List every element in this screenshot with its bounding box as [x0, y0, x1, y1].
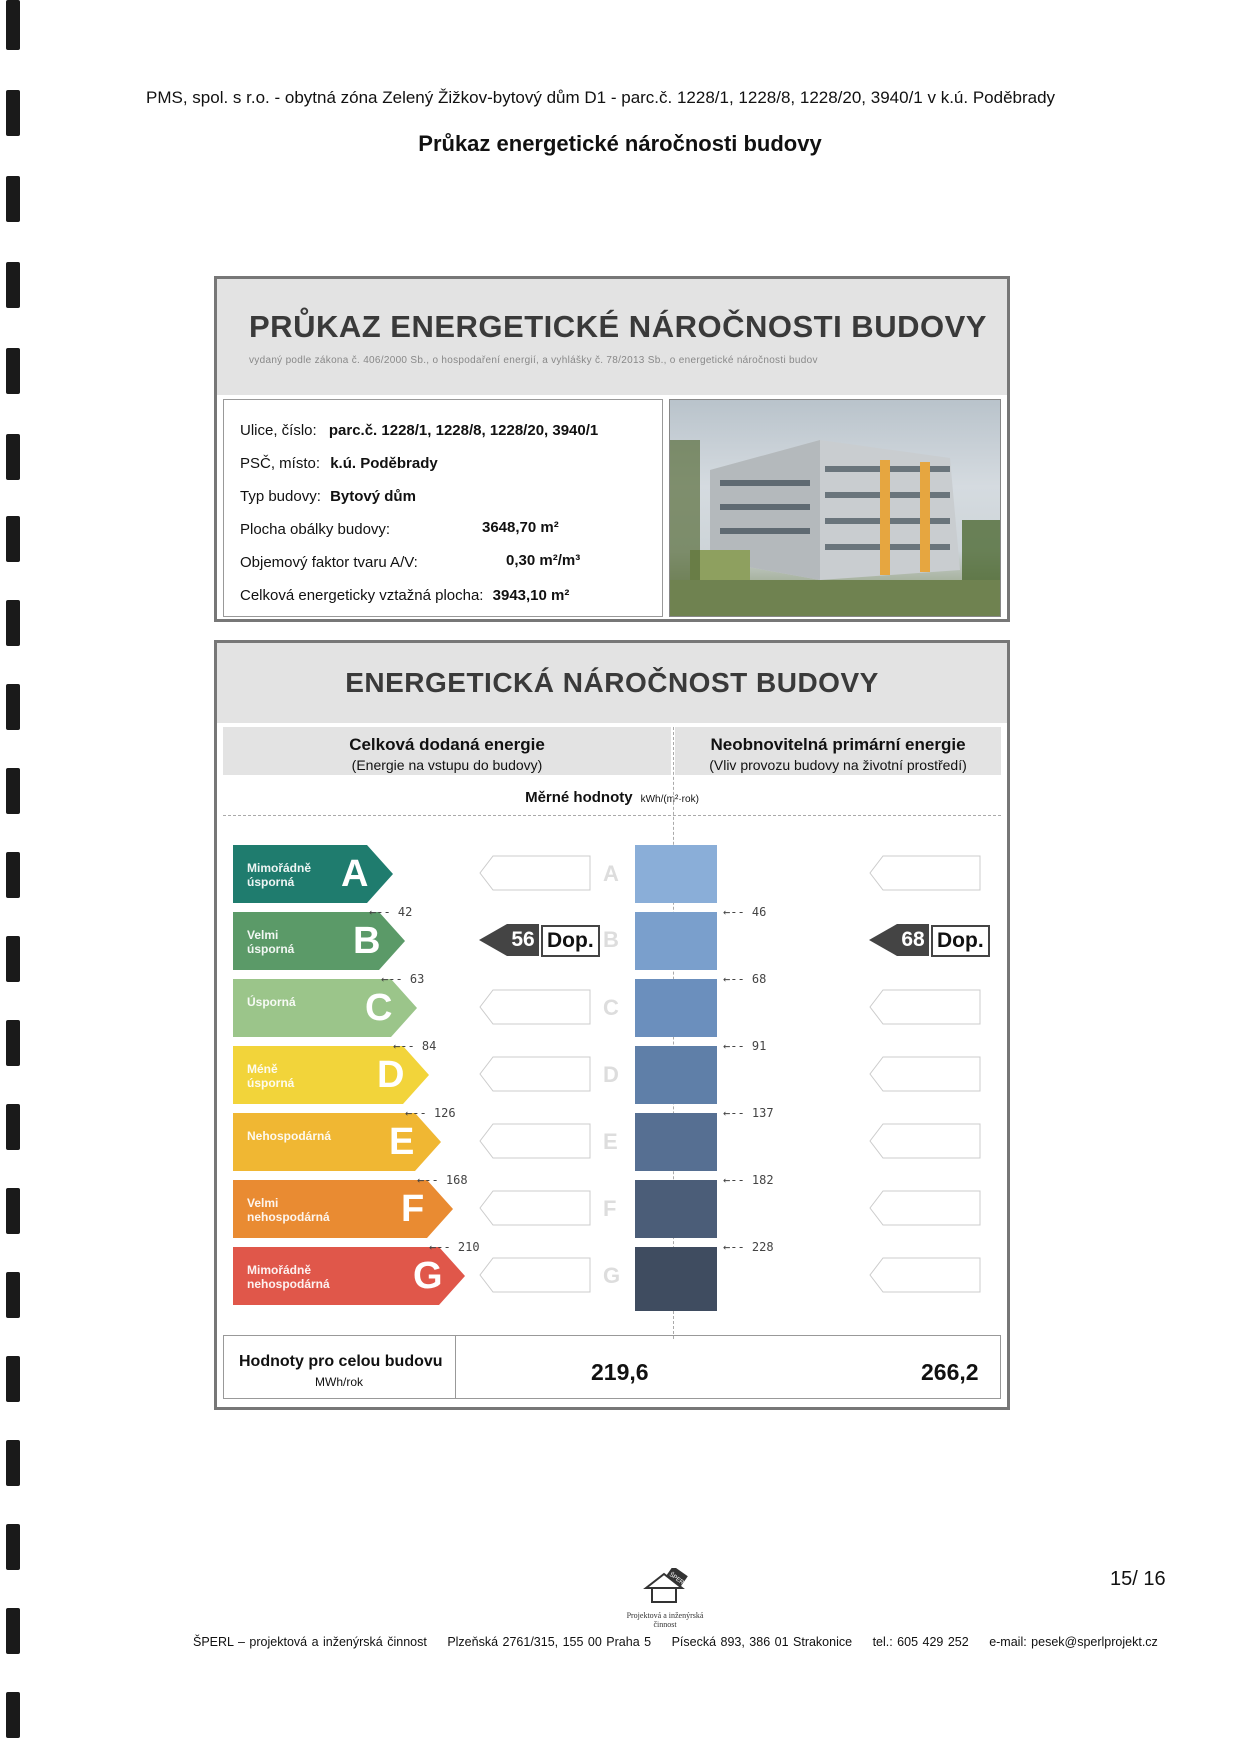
street-label: Ulice, číslo:: [240, 422, 317, 439]
class-d-label: Méně úsporná: [247, 1062, 295, 1090]
class-e-label: Nehospodárná: [247, 1129, 332, 1143]
class-a-tip: [367, 845, 393, 903]
class-d-tip: [403, 1046, 429, 1104]
binder-hole: [6, 1692, 20, 1738]
type-value: Bytový dům: [330, 488, 416, 505]
primary-slot-e: [869, 1123, 981, 1159]
primary-slot-c: [869, 989, 981, 1025]
energy-card: [214, 640, 1010, 1410]
specific-unit: kWh/(m²·rok): [640, 794, 699, 805]
primary-slot-f: [869, 1190, 981, 1226]
primary-scale-d: [635, 1046, 717, 1104]
area-label: Celková energeticky vztažná plocha:: [240, 587, 484, 604]
primary-energy-class-dop: Dop.: [931, 925, 990, 957]
binder-hole: [6, 1104, 20, 1150]
class-a-letter: A: [341, 853, 369, 895]
class-b-tip: [379, 912, 405, 970]
footer-phone: tel.: 605 429 252: [872, 1635, 969, 1649]
delivered-energy-value: 56: [507, 924, 539, 956]
logo-caption-1: Projektová a inženýrská: [626, 1611, 704, 1620]
binder-hole: [6, 1020, 20, 1066]
binder-hole: [6, 516, 20, 562]
binder-hole: [6, 600, 20, 646]
class-g-label: Mimořádně nehospodárná: [247, 1263, 330, 1291]
class-f-letter: F: [401, 1188, 425, 1230]
binder-hole: [6, 434, 20, 480]
building-illustration: [670, 400, 1001, 617]
logo-text: ŠPERL: [667, 1571, 688, 1589]
threshold-primary-ab: ←-- 46: [723, 905, 767, 919]
logo-house-icon: [640, 1568, 690, 1606]
primary-energy-subtitle: (Vliv provozu budovy na životní prostředí): [709, 757, 967, 773]
threshold-delivered-ab: ←-- 42: [369, 905, 413, 919]
area-value: 3943,10 m²: [492, 587, 570, 604]
binder-hole: [6, 262, 20, 308]
document-title: Průkaz energetické náročnosti budovy: [418, 131, 822, 156]
delivered-energy-class-dop: Dop.: [541, 925, 600, 957]
primary-scale-b: [635, 912, 717, 970]
certificate-title: PRŮKAZ ENERGETICKÉ NÁROČNOSTI BUDOVY: [249, 309, 987, 344]
city-label: PSČ, místo:: [240, 455, 321, 472]
envelope-value: 3648,70 m²: [482, 519, 559, 536]
binder-hole: [6, 1188, 20, 1234]
threshold-delivered-ef: ←-- 168: [417, 1173, 468, 1187]
binder-hole: [6, 90, 20, 136]
type-label: Typ budovy:: [240, 488, 321, 505]
specific-values-label: [217, 789, 1007, 806]
threshold-delivered-fg: ←-- 210: [429, 1240, 480, 1254]
binder-hole: [6, 1608, 20, 1654]
binder-hole: [6, 176, 20, 222]
page-number: 15/ 16: [1110, 1568, 1166, 1590]
threshold-delivered-bc: ←-- 63: [381, 972, 425, 986]
document-header: PMS, spol. s r.o. - obytná zóna Zelený Žižkov-bytový dům D1 - parc.č. 1228/1, 1228/8, 1228/20, 3940/1 v k.ú. Poděbrady: [146, 88, 1056, 107]
delivered-slot-e: E: [479, 1123, 591, 1159]
binder-hole: [6, 348, 20, 394]
class-b-label: Velmi úsporná: [247, 928, 295, 956]
city-row: [240, 455, 438, 472]
class-f-label: Velmi nehospodárná: [247, 1196, 330, 1224]
class-g-letter: G: [413, 1255, 443, 1297]
delivered-slot-g: G: [479, 1257, 591, 1293]
binder-hole: [6, 1440, 20, 1486]
footer-address-praha: Plzeňská 2761/315, 155 00 Praha 5: [447, 1635, 652, 1649]
class-b-letter: B: [353, 920, 381, 962]
threshold-primary-bc: ←-- 68: [723, 972, 767, 986]
delivered-slot-c: C: [479, 989, 591, 1025]
threshold-primary-fg: ←-- 228: [723, 1240, 774, 1254]
delivered-slot-a: A: [479, 855, 591, 891]
binder-hole: [6, 1356, 20, 1402]
factor-value: 0,30 m²/m³: [506, 552, 581, 569]
delivered-slot-d: D: [479, 1056, 591, 1092]
primary-scale-f: [635, 1180, 717, 1238]
footer-company: ŠPERL – projektová a inženýrská činnost: [193, 1635, 427, 1649]
building-photo: [669, 399, 1001, 617]
divider: [223, 815, 1001, 816]
totals-divider: [455, 1335, 456, 1399]
street-value: parc.č. 1228/1, 1228/8, 1228/20, 3940/1: [328, 422, 599, 439]
total-primary-value: 266,2: [921, 1359, 979, 1385]
class-a-label: Mimořádně úsporná: [247, 861, 312, 889]
binder-hole: [6, 768, 20, 814]
certificate-header: [217, 279, 1007, 395]
primary-energy-header: [675, 727, 1001, 775]
energy-title: ENERGETICKÁ NÁROČNOST BUDOVY: [345, 667, 879, 698]
threshold-primary-ef: ←-- 182: [723, 1173, 774, 1187]
certificate-subtitle: vydaný podle zákona č. 406/2000 Sb., o hospodaření energií, a vyhlášky č. 78/2013 Sb., o energetické náročnosti budov: [249, 355, 818, 366]
company-logo: [620, 1568, 710, 1632]
delivered-energy-header: [223, 727, 671, 775]
binder-hole: [6, 684, 20, 730]
binder-hole: [6, 852, 20, 898]
city-value: k.ú. Poděbrady: [330, 455, 438, 472]
delivered-energy-subtitle: (Energie na vstupu do budovy): [351, 757, 543, 773]
binder-hole: [6, 1272, 20, 1318]
primary-scale-e: [635, 1113, 717, 1171]
class-d-letter: D: [377, 1054, 405, 1096]
envelope-label: Plocha obálky budovy:: [240, 521, 391, 538]
street-row: [240, 422, 598, 439]
delivered-slot-b-letter: B: [603, 927, 619, 952]
area-row: [240, 587, 569, 604]
building-info: [223, 399, 663, 617]
primary-slot-g: [869, 1257, 981, 1293]
threshold-primary-de: ←-- 137: [723, 1106, 774, 1120]
class-g-tip: [439, 1247, 465, 1305]
certificate-card: [214, 276, 1010, 622]
threshold-delivered-de: ←-- 126: [405, 1106, 456, 1120]
class-e-tip: [415, 1113, 441, 1171]
totals-label: Hodnoty pro celou budovu: [239, 1353, 443, 1370]
type-row: [240, 488, 416, 505]
totals-unit: MWh/rok: [315, 1375, 363, 1389]
threshold-delivered-cd: ←-- 84: [393, 1039, 437, 1053]
page-footer: [193, 1635, 1174, 1649]
binder-hole: [6, 0, 20, 50]
delivered-slot-f: F: [479, 1190, 591, 1226]
class-e-letter: E: [389, 1121, 415, 1163]
primary-slot-d: [869, 1056, 981, 1092]
binder-hole: [6, 936, 20, 982]
footer-address-strakonice: Písecká 893, 386 01 Strakonice: [671, 1635, 853, 1649]
class-c-letter: C: [365, 987, 393, 1029]
factor-label: Objemový faktor tvaru A/V:: [240, 554, 418, 571]
total-delivered-value: 219,6: [591, 1359, 649, 1385]
threshold-primary-cd: ←-- 91: [723, 1039, 767, 1053]
primary-scale-g: [635, 1247, 717, 1311]
primary-slot-a: [869, 855, 981, 891]
primary-energy-value: 68: [897, 924, 929, 956]
energy-header: [217, 643, 1007, 723]
class-c-label: Úsporná: [247, 995, 296, 1009]
specific-label-text: Měrné hodnoty: [525, 789, 633, 806]
primary-scale-a: [635, 845, 717, 903]
footer-email: e-mail: pesek@sperlprojekt.cz: [989, 1635, 1158, 1649]
class-c-tip: [391, 979, 417, 1037]
binder-hole: [6, 1524, 20, 1570]
primary-scale-c: [635, 979, 717, 1037]
delivered-energy-title: Celková dodaná energie: [349, 735, 545, 754]
class-f-tip: [427, 1180, 453, 1238]
logo-caption-2: činnost: [653, 1620, 677, 1629]
primary-energy-title: Neobnovitelná primární energie: [710, 735, 966, 754]
